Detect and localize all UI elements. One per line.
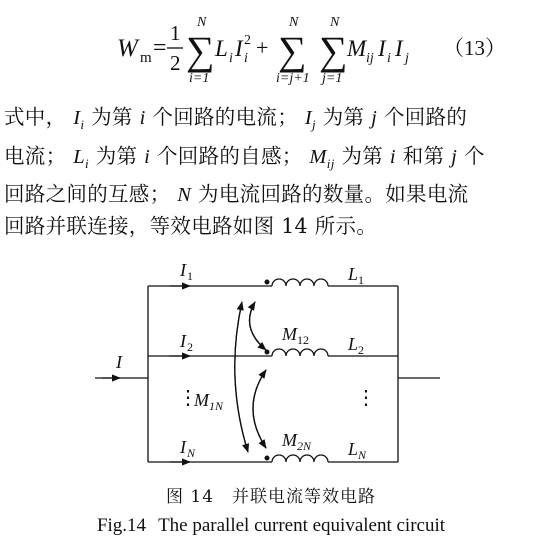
figure-number-en: Fig.14 — [96, 515, 147, 536]
eq-sum3-top: N — [330, 15, 340, 30]
text-segment: 个回路的电流； — [152, 105, 298, 129]
figure-number-cn: 图 14 — [165, 487, 215, 507]
var-sub: i — [84, 155, 89, 171]
eq-lhs: W — [117, 35, 138, 62]
eq-term2-m-sub: ij — [366, 51, 374, 66]
mutual-1n-arrow-back — [235, 302, 248, 452]
var-sub: ij — [326, 155, 335, 171]
eq-term1-i-sup: 2 — [244, 33, 251, 48]
body-paragraph — [4, 102, 540, 241]
text-segment: 个回路的自感； — [156, 143, 303, 168]
eq-half-den: 2 — [170, 51, 181, 75]
vdots-right: ⋮ — [356, 387, 376, 409]
eq-term2-i2: I — [395, 36, 403, 61]
var-sub: i — [80, 117, 85, 132]
eq-sum3-sigma: ∑ — [319, 28, 348, 73]
inductor-2-coil — [272, 349, 328, 356]
label-current-n-sub: N — [187, 446, 196, 460]
para-line-1 — [4, 102, 540, 141]
label-mutual-2n: M — [282, 430, 297, 450]
eq-term1-l-sub: i — [229, 51, 233, 66]
label-current-1-sub: 1 — [187, 269, 193, 283]
eq-sum3-bottom: j=1 — [322, 71, 343, 86]
eq-term2-i1-sub: i — [387, 51, 391, 66]
eq-sum2-top: N — [289, 15, 299, 30]
eq-sum1-bottom: i=1 — [189, 71, 210, 86]
label-input-current: I — [116, 352, 122, 372]
eq-sum2-bottom: i=j+1 — [276, 71, 310, 86]
para-line-3 — [4, 179, 540, 211]
label-mutual-12-sub: 12 — [297, 333, 309, 347]
label-mutual-1n: M — [194, 390, 209, 410]
var-i: i — [144, 145, 151, 168]
label-mutual-12: M — [282, 324, 297, 344]
var-i: i — [139, 107, 146, 129]
label-inductor-n-sub: N — [358, 448, 367, 462]
eq-sum1-top: N — [197, 15, 207, 30]
label-current-1: I — [180, 260, 186, 280]
var-j: j — [451, 145, 458, 168]
text-segment: 为电流回路的数量。如果电流 — [198, 182, 469, 206]
mutual-2n-arrow-back — [253, 370, 266, 448]
text-segment: 个回路的 — [383, 105, 468, 129]
var-j: j — [371, 107, 378, 129]
eq-equals: = — [153, 35, 167, 61]
eq-term2-m: M — [347, 36, 367, 61]
eq-term2-i1: I — [378, 36, 386, 61]
eq-plus: + — [256, 35, 269, 60]
figure-title-cn: 并联电流等效电路 — [232, 487, 377, 507]
text-segment: 为第 — [322, 105, 365, 129]
var-N: N — [177, 184, 192, 206]
text-segment: 为第 — [95, 143, 138, 168]
text-segment: 个 — [463, 143, 485, 168]
vdots-left: ⋮ — [178, 387, 198, 409]
text-segment: 回路并联连接，等效电路如图 14 所示。 — [4, 213, 378, 238]
dot-marker-2 — [265, 350, 270, 355]
label-inductor-2: L — [348, 334, 359, 354]
label-current-2: I — [180, 331, 186, 351]
mutual-12-arrow-back — [250, 302, 266, 350]
label-inductor-n: L — [348, 439, 359, 459]
eq-sum1-sigma: ∑ — [186, 28, 215, 73]
text-segment: 电流； — [4, 143, 67, 168]
var-sub: j — [311, 117, 316, 132]
label-inductor-1: L — [348, 264, 359, 284]
var-M: M — [309, 145, 327, 168]
eq-sum2-sigma: ∑ — [278, 28, 307, 73]
label-current-n: I — [180, 437, 186, 457]
label-mutual-1n-sub: 1N — [209, 399, 224, 413]
para-line-2 — [4, 141, 540, 180]
eq-term1-l: L — [215, 36, 228, 61]
eq-lhs-sub: m — [140, 50, 152, 66]
label-inductor-2-sub: 2 — [358, 343, 364, 357]
label-mutual-2n-sub: 2N — [297, 439, 312, 453]
eq-term1-i: I — [235, 36, 243, 61]
inductor-1-coil — [272, 279, 328, 286]
label-inductor-1-sub: 1 — [358, 273, 364, 287]
equation-number: （13） — [443, 36, 506, 60]
text-segment: 和第 — [402, 143, 445, 168]
text-segment: 回路之间的互感； — [4, 182, 171, 206]
text-segment: 式中， — [4, 105, 67, 129]
eq-term2-i2-sub: j — [405, 51, 409, 66]
var-I: I — [304, 107, 312, 129]
figure-title-en: The parallel current equivalent circuit — [158, 515, 446, 536]
eq-half-num: 1 — [170, 21, 181, 45]
text-segment: 为第 — [91, 105, 133, 129]
dot-marker-n — [265, 456, 270, 461]
label-current-2-sub: 2 — [187, 340, 193, 354]
var-i: i — [389, 145, 396, 168]
var-I: I — [73, 107, 81, 129]
text-segment: 为第 — [341, 143, 384, 168]
inductor-n-coil — [272, 455, 328, 462]
circuit-diagram — [90, 258, 450, 470]
dot-marker-1 — [265, 280, 270, 285]
figure-caption-en — [0, 515, 542, 537]
figure-caption-cn — [0, 482, 542, 507]
para-line-4 — [4, 211, 540, 242]
eq-term1-i-sub: i — [244, 51, 248, 66]
var-L: L — [73, 145, 85, 168]
